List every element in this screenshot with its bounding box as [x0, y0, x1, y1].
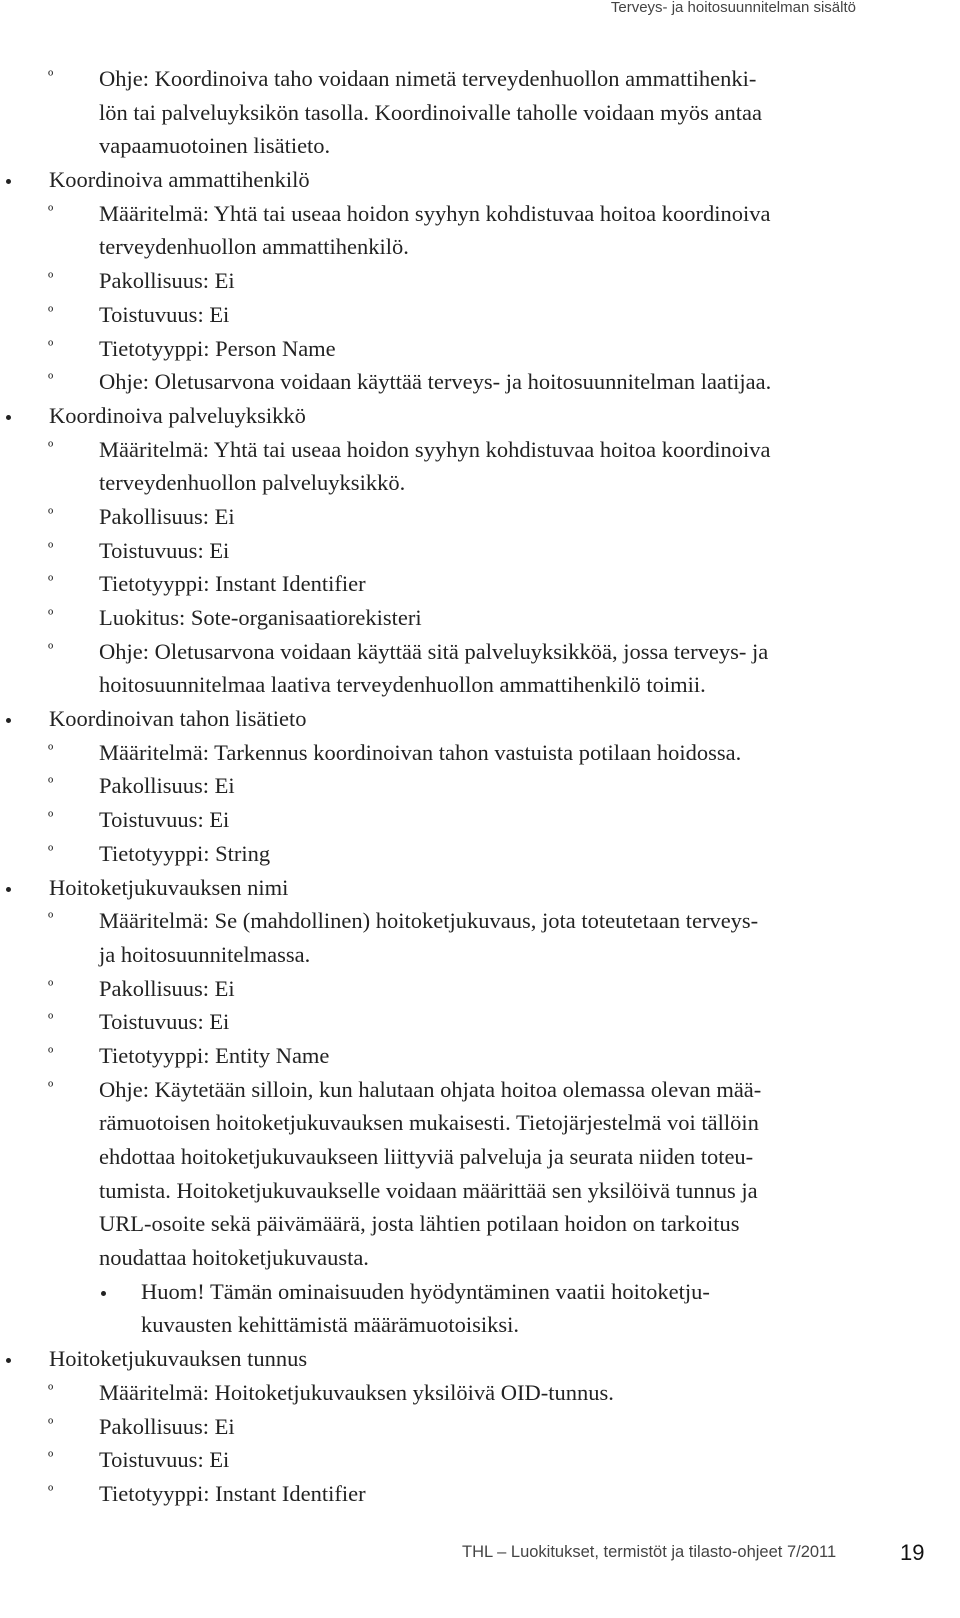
- sub-bullet: º: [48, 269, 54, 289]
- list-line: [0, 1410, 900, 1444]
- bullet: [6, 887, 11, 892]
- list-line: [0, 871, 900, 905]
- sub-bullet: º: [48, 841, 54, 861]
- text-line: ehdottaa hoitoketjukuvaukseen liittyviä palveluja ja seurata niiden toteu-: [99, 1144, 754, 1169]
- list-line: [0, 938, 900, 972]
- text-line: ja hoitosuunnitelmassa.: [99, 941, 311, 967]
- item-title: Koordinoivan tahon lisätieto: [49, 706, 307, 732]
- list-line: [0, 736, 900, 770]
- list-line: [0, 567, 900, 601]
- text-line: Ohje: Oletusarvona voidaan käyttää terveys- ja hoitosuunnitelman laatijaa.: [99, 369, 772, 395]
- list-line: [0, 1073, 900, 1107]
- list-line: [0, 1477, 900, 1511]
- item-title: Koordinoiva palveluyksikkö: [49, 402, 306, 428]
- sub-bullet: º: [48, 1077, 54, 1097]
- text-line: Ohje: Käytetään silloin, kun halutaan ohjata hoitoa olemassa olevan mää-: [99, 1076, 762, 1102]
- text-line: Tietotyyppi: Instant Identifier: [99, 1480, 366, 1506]
- sub-bullet: º: [48, 1414, 54, 1434]
- list-line: [0, 500, 900, 534]
- list-line: [0, 1275, 900, 1309]
- list-line: [0, 365, 900, 399]
- list-line: [0, 466, 900, 500]
- list-line: [0, 1207, 900, 1241]
- text-line: URL-osoite sekä päivämäärä, josta lähtien potilaan hoidon on tarkoitus: [99, 1211, 740, 1237]
- list-line: [0, 433, 900, 467]
- text-line: Toistuvuus: Ei: [99, 1447, 230, 1473]
- page-number: 19: [900, 1540, 925, 1565]
- text-line: Ohje: Oletusarvona voidaan käyttää sitä palveluyksikköä, jossa terveys- ja: [99, 638, 769, 664]
- list-line: [0, 298, 900, 332]
- text-line: vapaamuotoinen lisätieto.: [99, 133, 331, 159]
- text-line: Pakollisuus: Ei: [99, 503, 235, 529]
- sub-bullet: º: [48, 808, 54, 828]
- text-line: Määritelmä: Yhtä tai useaa hoidon syyhyn kohdistuvaa hoitoa koordinoiva: [99, 436, 771, 462]
- list-line: [0, 601, 900, 635]
- sub-bullet: º: [48, 67, 54, 86]
- sub-bullet: º: [48, 504, 54, 524]
- list-line: [0, 635, 900, 669]
- list-line: [0, 1241, 900, 1275]
- text-line: lön tai palveluyksikön tasolla. Koordinoivalle taholle voidaan myös antaa: [99, 99, 762, 125]
- sub-bullet: º: [48, 774, 54, 794]
- list-line: [0, 837, 900, 871]
- sub-bullet: º: [48, 1010, 54, 1030]
- bullet: [6, 1358, 11, 1363]
- bullet: [101, 1291, 106, 1296]
- sub-bullet: º: [48, 740, 54, 760]
- list-line: [0, 1342, 900, 1376]
- text-line: Huom! Tämän ominaisuuden hyödyntäminen vaatii hoitoketju-: [141, 1278, 710, 1304]
- text-line: Tietotyyppi: Entity Name: [99, 1042, 330, 1068]
- list-line: [0, 163, 900, 197]
- text-line: terveydenhuollon palveluyksikkö.: [99, 470, 406, 496]
- list-line: [0, 1140, 900, 1174]
- bullet: [6, 718, 11, 723]
- text-line: noudattaa hoitoketjukuvausta.: [99, 1245, 369, 1271]
- list-line: [0, 1376, 900, 1410]
- item-title: Hoitoketjukuvauksen nimi: [49, 874, 289, 900]
- text-line: rämuotoisen hoitoketjukuvauksen mukaisesti. Tietojärjestelmä voi tällöin: [99, 1110, 759, 1136]
- text-line: Tietotyyppi: String: [99, 840, 271, 866]
- sub-bullet: º: [48, 437, 54, 457]
- text-line: Pakollisuus: Ei: [99, 1413, 235, 1439]
- list-line: [0, 129, 900, 163]
- sub-bullet: º: [48, 976, 54, 996]
- sub-bullet: º: [48, 1043, 54, 1063]
- list-line: [0, 1443, 900, 1477]
- text-line: Toistuvuus: Ei: [99, 301, 230, 327]
- list-line: [0, 534, 900, 568]
- list-line: [0, 972, 900, 1006]
- text-line: Määritelmä: Yhtä tai useaa hoidon syyhyn kohdistuvaa hoitoa koordinoiva: [99, 200, 771, 226]
- list-line: [0, 769, 900, 803]
- text-line: hoitosuunnitelmaa laativa terveydenhuollon ammattihenkilö toimii.: [99, 672, 706, 698]
- sub-bullet: º: [48, 639, 54, 659]
- list-line: [0, 96, 900, 130]
- sub-bullet: º: [48, 606, 54, 625]
- sub-bullet: º: [48, 201, 54, 221]
- text-line: kuvausten kehittämistä määrämuotoisiksi.: [141, 1312, 520, 1338]
- sub-bullet: º: [48, 1380, 54, 1400]
- list-line: [0, 904, 900, 938]
- text-line: Pakollisuus: Ei: [99, 268, 235, 294]
- sub-bullet: º: [48, 1481, 54, 1501]
- list-line: [0, 230, 900, 264]
- bullet: [6, 179, 11, 184]
- text-line: Määritelmä: Tarkennus koordinoivan tahon vastuista potilaan hoidossa.: [99, 739, 742, 765]
- text-line: Luokitus: Sote-organisaatiorekisteri: [99, 605, 422, 630]
- text-line: terveydenhuollon ammattihenkilö.: [99, 234, 409, 260]
- sub-bullet: º: [48, 1448, 54, 1468]
- list-line: [0, 803, 900, 837]
- text-line: Tietotyyppi: Person Name: [99, 335, 336, 361]
- text-line: Määritelmä: Hoitoketjukuvauksen yksilöivä OID-tunnus.: [99, 1379, 614, 1405]
- document-body: [0, 62, 900, 1511]
- text-line: Toistuvuus: Ei: [99, 807, 230, 833]
- sub-bullet: º: [48, 302, 54, 322]
- text-line: Pakollisuus: Ei: [99, 975, 235, 1001]
- list-line: [0, 197, 900, 231]
- list-line: [0, 1174, 900, 1208]
- sub-bullet: º: [48, 572, 54, 592]
- text-line: Toistuvuus: Ei: [99, 537, 230, 563]
- bullet: [6, 415, 11, 420]
- sub-bullet: º: [48, 538, 54, 558]
- sub-bullet: º: [48, 909, 54, 929]
- list-line: [0, 62, 900, 96]
- text-line: Pakollisuus: Ei: [99, 773, 235, 799]
- list-line: [0, 264, 900, 298]
- list-line: [0, 332, 900, 366]
- list-line: [0, 1106, 900, 1140]
- text-line: Määritelmä: Se (mahdollinen) hoitoketjukuvaus, jota toteutetaan terveys-: [99, 908, 759, 934]
- list-line: [0, 702, 900, 736]
- list-line: [0, 399, 900, 433]
- text-line: Toistuvuus: Ei: [99, 1009, 230, 1035]
- text-line: tumista. Hoitoketjukuvaukselle voidaan määrittää sen yksilöivä tunnus ja: [99, 1177, 758, 1203]
- running-header: Terveys- ja hoitosuunnitelman sisältö: [610, 0, 856, 16]
- list-line: [0, 1005, 900, 1039]
- sub-bullet: º: [48, 370, 54, 390]
- sub-bullet: º: [48, 336, 54, 356]
- item-title: Koordinoiva ammattihenkilö: [49, 167, 310, 193]
- list-line: [0, 668, 900, 702]
- list-line: [0, 1308, 900, 1342]
- text-line: Tietotyyppi: Instant Identifier: [99, 571, 366, 597]
- page-footer: THL – Luokitukset, termistöt ja tilasto-ohjeet 7/2011: [462, 1543, 837, 1561]
- list-line: [0, 1039, 900, 1073]
- text-line: Ohje: Koordinoiva taho voidaan nimetä terveydenhuollon ammattihenki-: [99, 66, 757, 91]
- item-title: Hoitoketjukuvauksen tunnus: [49, 1346, 308, 1372]
